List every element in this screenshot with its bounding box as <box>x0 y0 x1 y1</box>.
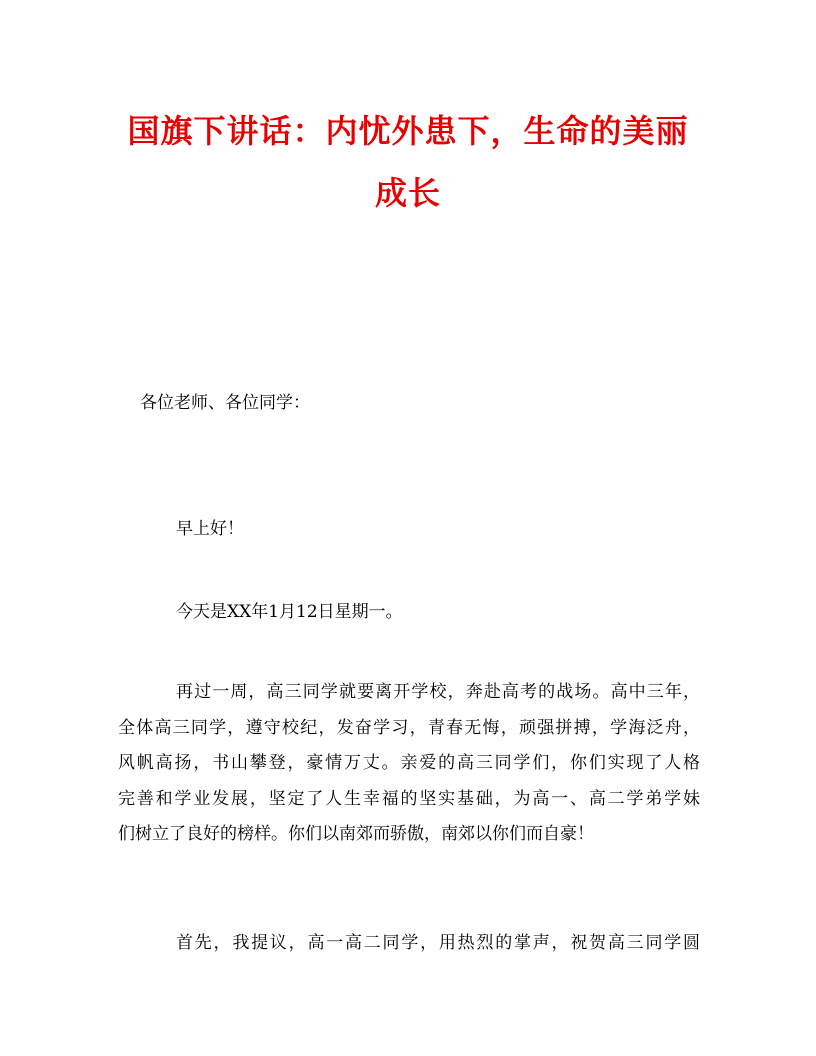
paragraph-line: 首先，我提议，高一高二同学，用热烈的掌声，祝贺高三同学圆 <box>176 933 700 953</box>
paragraph-line: 完善和学业发展，坚定了人生幸福的坚实基础，为高一、高二学弟学妹 <box>118 788 700 809</box>
paragraph-1 <box>118 675 700 853</box>
salutation: 各位老师、各位同学： <box>140 393 310 413</box>
paragraph-2 <box>118 926 700 962</box>
greeting: 早上好！ <box>176 519 244 539</box>
document-title: 国旗下讲话：内忧外患下，生命的美丽 成长 <box>127 112 689 212</box>
paragraph-line: 们树立了良好的榜样。你们以南郊而骄傲，南郊以你们而自豪！ <box>118 824 594 844</box>
date-line: 今天是XX年1月12日星期一。 <box>176 602 403 622</box>
paragraph-line: 再过一周，高三同学就要离开学校，奔赴高考的战场。高中三年， <box>176 682 700 702</box>
paragraph-line: 全体高三同学，遵守校纪，发奋学习，青春无悔，顽强拼搏，学海泛舟， <box>118 717 700 738</box>
paragraph-line: 风帆高扬，书山攀登，豪情万丈。亲爱的高三同学们，你们实现了人格 <box>118 753 700 773</box>
